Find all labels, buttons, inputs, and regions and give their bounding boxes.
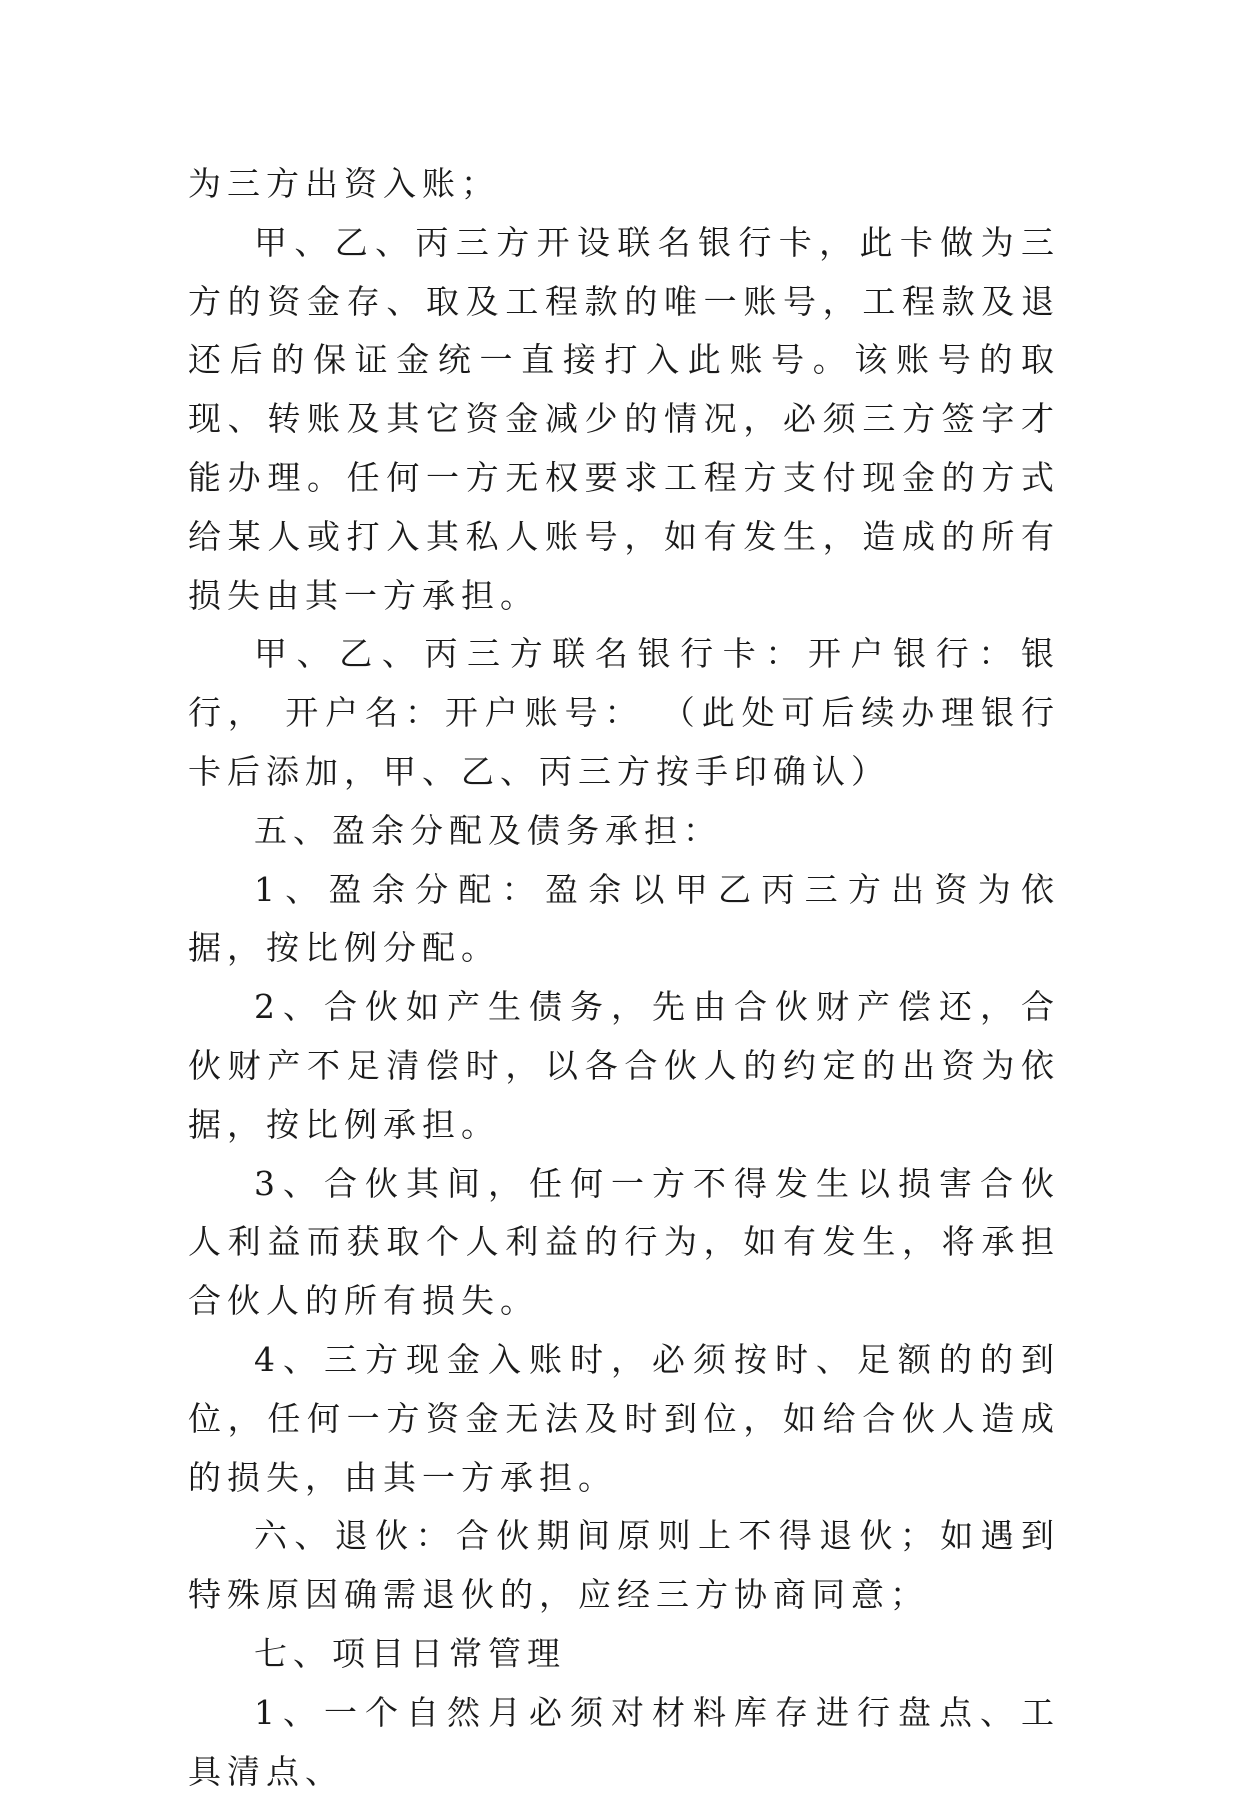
section-heading-daily-management: 七、项目日常管理 [254, 1633, 566, 1673]
clause-monthly-inventory: 1、一个自然月必须对材料库存进行盘点、工具清点、 [188, 1692, 1060, 1791]
clause-profit-distribution: 1、盈余分配：盈余以甲乙丙三方出资为依据，按比例分配。 [188, 869, 1060, 968]
clause-cash-deposit: 4、三方现金入账时，必须按时、足额的的到位，任何一方资金无法及时到位，如给合伙人造成的损失，由其一方承担。 [188, 1339, 1060, 1497]
paragraph-joint-bank-card: 甲、乙、丙三方开设联名银行卡，此卡做为三方的资金存、取及工程款的唯一账号，工程款及退还后的保证金统一直接打入此账号。该账号的取现、转账及其它资金减少的情况，必须三方签字才能办理。任何一方无权要求工程方支付现金的方式给某人或打入其私人账号，如有发生，造成的所有损失由其一方承担。 [188, 222, 1060, 615]
document-body [188, 155, 1060, 1801]
paragraph-capital-entry: 为三方出资入账； [188, 164, 500, 203]
clause-no-harm-partners: 3、合伙其间，任何一方不得发生以损害合伙人利益而获取个人利益的行为，如有发生，将承担合伙人的所有损失。 [188, 1163, 1060, 1321]
paragraph-bank-account-info: 甲、乙、丙三方联名银行卡：开户银行：银行， 开户名：开户账号： （此处可后续办理银行卡后添加，甲、乙、丙三方按手印确认） [188, 634, 1060, 791]
section-heading-withdrawal: 六、退伙：合伙期间原则上不得退伙；如遇到特殊原因确需退伙的，应经三方协商同意； [188, 1516, 1060, 1615]
clause-debt-bearing: 2、合伙如产生债务，先由合伙财产偿还，合伙财产不足清偿时，以各合伙人的约定的出资为依据，按比例承担。 [188, 987, 1060, 1144]
section-heading-profit-debt: 五、盈余分配及债务承担： [254, 810, 722, 850]
